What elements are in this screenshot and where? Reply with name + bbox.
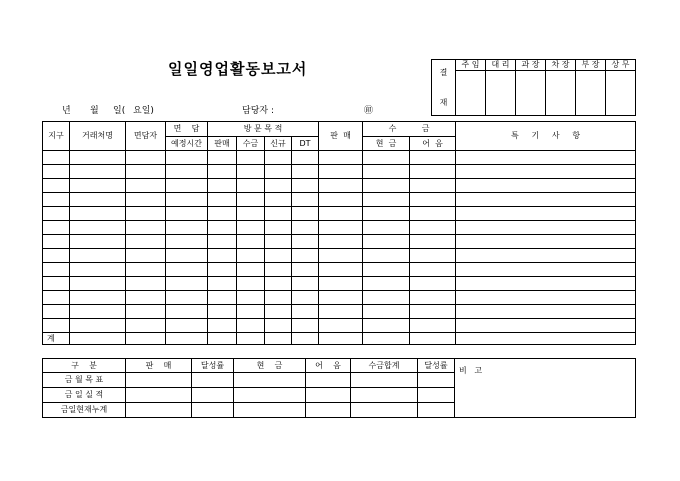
table-row: [43, 179, 636, 193]
table-cell[interactable]: [43, 305, 70, 319]
summary-cell[interactable]: [234, 388, 306, 403]
table-cell[interactable]: [70, 263, 126, 277]
summary-header-sales: 판 매: [126, 359, 192, 373]
table-cell[interactable]: [166, 235, 208, 249]
table-cell[interactable]: [265, 151, 292, 165]
table-cell[interactable]: [237, 291, 265, 305]
table-row: [43, 221, 636, 235]
table-cell[interactable]: [410, 151, 456, 165]
table-cell[interactable]: [70, 249, 126, 263]
total-cell[interactable]: [237, 333, 265, 345]
table-row: [43, 277, 636, 291]
table-cell[interactable]: [456, 207, 636, 221]
approval-position: 주 임: [456, 60, 486, 71]
table-cell[interactable]: [70, 235, 126, 249]
table-cell[interactable]: [410, 319, 456, 333]
table-cell[interactable]: [237, 179, 265, 193]
table-cell[interactable]: [319, 235, 363, 249]
table-row: [43, 151, 636, 165]
table-cell[interactable]: [265, 221, 292, 235]
table-cell[interactable]: [70, 179, 126, 193]
summary-header-bill: 어 음: [306, 359, 351, 373]
table-cell[interactable]: [237, 249, 265, 263]
table-cell[interactable]: [43, 263, 70, 277]
summary-cell[interactable]: [418, 373, 455, 388]
table-cell[interactable]: [126, 207, 166, 221]
total-cell[interactable]: [166, 333, 208, 345]
total-cell[interactable]: [265, 333, 292, 345]
table-cell[interactable]: [43, 235, 70, 249]
summary-row-label: 금 일 실 적: [43, 388, 126, 403]
table-cell[interactable]: [237, 151, 265, 165]
table-cell[interactable]: [319, 291, 363, 305]
table-cell[interactable]: [319, 319, 363, 333]
col-collection-bill: 어 음: [410, 137, 456, 151]
table-cell[interactable]: [319, 165, 363, 179]
col-meeting-bottom: 예정시간: [166, 137, 208, 151]
approval-sign-cell[interactable]: [606, 71, 636, 116]
table-cell[interactable]: [319, 207, 363, 221]
col-collection-cash: 현 금: [363, 137, 410, 151]
total-label: 계: [43, 333, 70, 345]
col-sales: 판 매: [319, 122, 363, 151]
table-row: [43, 235, 636, 249]
table-cell[interactable]: [265, 249, 292, 263]
table-row: [43, 319, 636, 333]
approval-sign-cell[interactable]: [516, 71, 546, 116]
table-cell[interactable]: [265, 319, 292, 333]
summary-cell[interactable]: [192, 403, 234, 418]
table-cell[interactable]: [208, 207, 237, 221]
seal-mark: ㊞: [364, 106, 374, 116]
summary-cell[interactable]: [418, 403, 455, 418]
summary-cell[interactable]: [126, 403, 192, 418]
table-cell[interactable]: [292, 263, 319, 277]
table-cell[interactable]: [208, 193, 237, 207]
table-cell[interactable]: [43, 249, 70, 263]
table-cell[interactable]: [237, 263, 265, 277]
table-cell[interactable]: [319, 151, 363, 165]
table-cell[interactable]: [363, 179, 410, 193]
table-cell[interactable]: [166, 319, 208, 333]
summary-cell[interactable]: [126, 388, 192, 403]
table-cell[interactable]: [456, 235, 636, 249]
date-month-label: 월: [90, 106, 99, 116]
table-cell[interactable]: [319, 277, 363, 291]
table-cell[interactable]: [410, 179, 456, 193]
col-client: 거래처명: [70, 122, 126, 151]
table-cell[interactable]: [208, 277, 237, 291]
table-cell[interactable]: [237, 207, 265, 221]
table-cell[interactable]: [292, 193, 319, 207]
table-cell[interactable]: [166, 291, 208, 305]
table-cell[interactable]: [126, 263, 166, 277]
approval-position: 과 장: [516, 60, 546, 71]
table-row: [43, 207, 636, 221]
summary-header-collection-rate: 달성률: [418, 359, 455, 373]
table-row: [43, 193, 636, 207]
approval-sign-cell[interactable]: [576, 71, 606, 116]
table-cell[interactable]: [43, 291, 70, 305]
table-cell[interactable]: [237, 221, 265, 235]
date-weekday-label: 요일): [133, 106, 154, 116]
table-cell[interactable]: [319, 179, 363, 193]
total-cell[interactable]: [363, 333, 410, 345]
col-meeting-top: 면 담: [166, 122, 208, 137]
table-cell[interactable]: [70, 319, 126, 333]
table-cell[interactable]: [237, 193, 265, 207]
col-remarks: 특 기 사 항: [456, 122, 636, 151]
table-cell[interactable]: [237, 319, 265, 333]
col-purpose-sales: 판매: [208, 137, 237, 151]
table-cell[interactable]: [319, 249, 363, 263]
date-day-label: 일(: [113, 106, 126, 116]
table-row: [43, 165, 636, 179]
table-cell[interactable]: [265, 291, 292, 305]
summary-cell[interactable]: [351, 373, 418, 388]
table-cell[interactable]: [456, 221, 636, 235]
table-cell[interactable]: [126, 291, 166, 305]
table-row: [43, 305, 636, 319]
table-cell[interactable]: [363, 249, 410, 263]
approval-box: [431, 59, 636, 116]
table-cell[interactable]: [166, 249, 208, 263]
table-cell[interactable]: [43, 193, 70, 207]
summary-header-collection-total: 수금합계: [351, 359, 418, 373]
table-cell[interactable]: [208, 235, 237, 249]
table-cell[interactable]: [70, 291, 126, 305]
table-row: [43, 291, 636, 305]
summary-cell[interactable]: [351, 388, 418, 403]
table-cell[interactable]: [126, 319, 166, 333]
total-cell[interactable]: [319, 333, 363, 345]
total-cell[interactable]: [70, 333, 126, 345]
table-cell[interactable]: [166, 305, 208, 319]
approval-position: 상 무: [606, 60, 636, 71]
table-cell[interactable]: [363, 221, 410, 235]
table-cell[interactable]: [456, 277, 636, 291]
approval-position: 대 리: [486, 60, 516, 71]
table-cell[interactable]: [363, 305, 410, 319]
table-cell[interactable]: [292, 165, 319, 179]
approval-sign-cell[interactable]: [546, 71, 576, 116]
table-cell[interactable]: [43, 277, 70, 291]
table-cell[interactable]: [363, 165, 410, 179]
summary-cell[interactable]: [234, 373, 306, 388]
table-cell[interactable]: [265, 305, 292, 319]
table-cell[interactable]: [456, 319, 636, 333]
summary-table: [42, 358, 636, 418]
col-purpose-collect: 수금: [237, 137, 265, 151]
table-cell[interactable]: [292, 179, 319, 193]
table-cell[interactable]: [237, 165, 265, 179]
table-cell[interactable]: [265, 207, 292, 221]
table-cell[interactable]: [410, 193, 456, 207]
table-cell[interactable]: [292, 319, 319, 333]
table-cell[interactable]: [70, 305, 126, 319]
approval-label-top: 결: [439, 67, 448, 77]
table-cell[interactable]: [43, 207, 70, 221]
approval-sign-cell[interactable]: [456, 71, 486, 116]
table-cell[interactable]: [292, 151, 319, 165]
summary-cell[interactable]: [192, 373, 234, 388]
table-cell[interactable]: [166, 193, 208, 207]
table-cell[interactable]: [363, 207, 410, 221]
summary-cell[interactable]: [234, 403, 306, 418]
table-cell[interactable]: [410, 207, 456, 221]
table-cell[interactable]: [166, 151, 208, 165]
table-cell[interactable]: [456, 305, 636, 319]
table-cell[interactable]: [319, 263, 363, 277]
table-cell[interactable]: [208, 151, 237, 165]
table-cell[interactable]: [265, 263, 292, 277]
table-cell[interactable]: [265, 235, 292, 249]
table-cell[interactable]: [265, 277, 292, 291]
table-cell[interactable]: [410, 221, 456, 235]
manager-label: 담당자 :: [242, 106, 274, 116]
summary-header-category: 구 분: [43, 359, 126, 373]
summary-header-rate: 달성률: [192, 359, 234, 373]
table-cell[interactable]: [208, 221, 237, 235]
table-cell[interactable]: [43, 179, 70, 193]
table-cell[interactable]: [126, 165, 166, 179]
summary-cell[interactable]: [306, 403, 351, 418]
notes-label: 비 고: [459, 366, 483, 375]
table-cell[interactable]: [208, 179, 237, 193]
col-contact: 면담자: [126, 122, 166, 151]
activity-table: [42, 121, 636, 345]
table-cell[interactable]: [43, 165, 70, 179]
table-cell[interactable]: [208, 291, 237, 305]
table-cell[interactable]: [292, 249, 319, 263]
table-cell[interactable]: [319, 193, 363, 207]
table-cell[interactable]: [126, 151, 166, 165]
table-cell[interactable]: [410, 263, 456, 277]
table-cell[interactable]: [292, 305, 319, 319]
table-cell[interactable]: [363, 319, 410, 333]
table-cell[interactable]: [363, 193, 410, 207]
table-cell[interactable]: [208, 305, 237, 319]
table-cell[interactable]: [43, 151, 70, 165]
table-cell[interactable]: [208, 249, 237, 263]
table-cell[interactable]: [456, 165, 636, 179]
summary-row-label: 금 월 목 표: [43, 373, 126, 388]
table-cell[interactable]: [70, 193, 126, 207]
table-cell[interactable]: [410, 305, 456, 319]
table-cell[interactable]: [410, 291, 456, 305]
table-cell[interactable]: [43, 319, 70, 333]
table-cell[interactable]: [363, 263, 410, 277]
table-cell[interactable]: [126, 193, 166, 207]
summary-cell[interactable]: [306, 373, 351, 388]
summary-cell[interactable]: [126, 373, 192, 388]
table-cell[interactable]: [265, 193, 292, 207]
table-cell[interactable]: [456, 291, 636, 305]
summary-header-cash: 현 금: [234, 359, 306, 373]
total-cell[interactable]: [126, 333, 166, 345]
table-cell[interactable]: [456, 151, 636, 165]
table-cell[interactable]: [456, 263, 636, 277]
table-cell[interactable]: [126, 221, 166, 235]
table-cell[interactable]: [208, 263, 237, 277]
table-cell[interactable]: [126, 179, 166, 193]
table-cell[interactable]: [319, 221, 363, 235]
col-district: 지구: [43, 122, 70, 151]
table-cell[interactable]: [410, 277, 456, 291]
col-collection: 수 금: [363, 122, 456, 137]
table-cell[interactable]: [363, 277, 410, 291]
approval-sign-cell[interactable]: [486, 71, 516, 116]
table-cell[interactable]: [363, 235, 410, 249]
table-cell[interactable]: [43, 221, 70, 235]
table-cell[interactable]: [319, 305, 363, 319]
table-cell[interactable]: [456, 249, 636, 263]
table-cell[interactable]: [292, 235, 319, 249]
notes-cell[interactable]: [455, 359, 636, 418]
table-cell[interactable]: [70, 165, 126, 179]
table-cell[interactable]: [70, 277, 126, 291]
total-cell[interactable]: [208, 333, 237, 345]
approval-position: 부 장: [576, 60, 606, 71]
table-cell[interactable]: [166, 277, 208, 291]
total-cell[interactable]: [292, 333, 319, 345]
table-cell[interactable]: [70, 207, 126, 221]
table-cell[interactable]: [166, 207, 208, 221]
table-cell[interactable]: [456, 193, 636, 207]
col-purpose-dt: DT: [292, 137, 319, 151]
table-cell[interactable]: [166, 165, 208, 179]
approval-position: 차 장: [546, 60, 576, 71]
table-row: [43, 263, 636, 277]
col-visit-purpose: 방 문 목 적: [208, 122, 319, 137]
table-cell[interactable]: [237, 277, 265, 291]
approval-label: [432, 60, 456, 116]
date-year-label: 년: [62, 106, 71, 116]
table-cell[interactable]: [166, 263, 208, 277]
table-cell[interactable]: [410, 249, 456, 263]
table-cell[interactable]: [265, 179, 292, 193]
summary-cell[interactable]: [418, 388, 455, 403]
table-cell[interactable]: [237, 235, 265, 249]
summary-cell[interactable]: [306, 388, 351, 403]
table-cell[interactable]: [292, 221, 319, 235]
table-cell[interactable]: [208, 319, 237, 333]
table-cell[interactable]: [70, 151, 126, 165]
table-cell[interactable]: [292, 291, 319, 305]
table-cell[interactable]: [410, 235, 456, 249]
table-cell[interactable]: [410, 165, 456, 179]
table-cell[interactable]: [456, 179, 636, 193]
table-cell[interactable]: [70, 221, 126, 235]
table-cell[interactable]: [208, 165, 237, 179]
table-cell[interactable]: [292, 277, 319, 291]
table-cell[interactable]: [265, 165, 292, 179]
summary-row-label: 금일현재누계: [43, 403, 126, 418]
table-cell[interactable]: [292, 207, 319, 221]
table-cell[interactable]: [126, 249, 166, 263]
table-cell[interactable]: [166, 179, 208, 193]
approval-label-bottom: 재: [439, 98, 448, 108]
table-cell[interactable]: [166, 221, 208, 235]
table-cell[interactable]: [126, 277, 166, 291]
col-purpose-new: 신규: [265, 137, 292, 151]
table-cell[interactable]: [126, 305, 166, 319]
document-title: 일일영업활동보고서: [168, 60, 308, 78]
summary-cell[interactable]: [351, 403, 418, 418]
table-cell[interactable]: [363, 151, 410, 165]
total-cell[interactable]: [410, 333, 456, 345]
table-cell[interactable]: [363, 291, 410, 305]
summary-cell[interactable]: [192, 388, 234, 403]
total-cell[interactable]: [456, 333, 636, 345]
table-cell[interactable]: [126, 235, 166, 249]
table-cell[interactable]: [237, 305, 265, 319]
table-row: [43, 249, 636, 263]
